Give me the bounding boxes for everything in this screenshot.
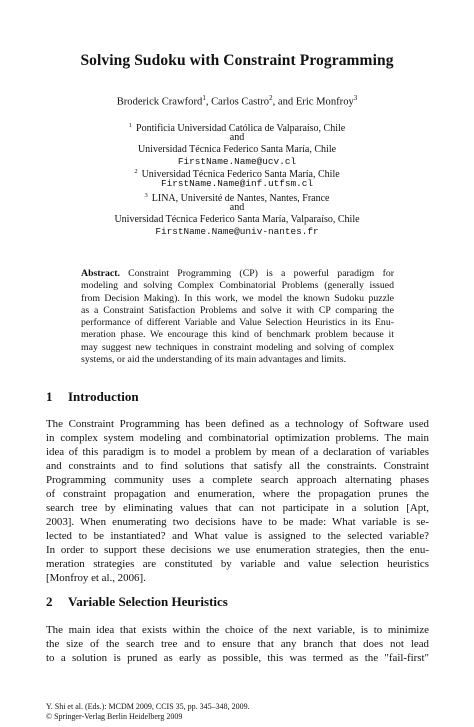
section-heading-introduction <box>46 389 139 405</box>
affiliation-text: and <box>229 202 245 213</box>
section-body-variable-selection <box>46 623 429 665</box>
author-name: Carlos Castro <box>211 96 270 108</box>
body-line: of constraint propagation and enumeration, where the propagation prunes the <box>46 488 429 500</box>
affiliation-email: FirstName.Name@inf.utfsm.cl <box>161 178 313 189</box>
affiliation-text: Pontificia Universidad Católica de Valparaíso, Chile <box>136 123 346 134</box>
abstract-line: meration phase. We encourage this kind of benchmark problem because it <box>81 329 394 341</box>
abstract-line <box>81 268 394 280</box>
body-line: the size of the search tree and to ensure that any branch that does not lead <box>46 638 429 650</box>
body-line: to a solution is pruned as early as possible, this was termed as the "fail-first" <box>46 652 429 664</box>
author-name: Broderick Crawford <box>116 96 203 108</box>
section-number: 2 <box>46 594 53 609</box>
footer-citation: Y. Shi et al. (Eds.): MCDM 2009, CCIS 35, pp. 345–348, 2009. <box>46 702 250 711</box>
abstract-line: may suggest new techniques in constraint modeling and solving of complex <box>81 341 394 353</box>
paper-title: Solving Sudoku with Constraint Programming <box>80 52 394 69</box>
body-line: idea of this paradigm is to model a problem by mean of a declaration of variables <box>46 446 429 458</box>
author-affiliation-marker: 1 <box>202 94 206 102</box>
author-affiliation-marker: 2 <box>269 94 273 102</box>
body-line: meration strategies are constituted by variable and value selection heuristics <box>46 558 429 570</box>
abstract-label: Abstract. <box>81 268 120 279</box>
body-line: search tree by eliminating values that can not participate in a solution [Apt, <box>46 502 429 514</box>
body-line: Programming community uses a complete search approach alternating phases <box>46 474 429 486</box>
section-number: 1 <box>46 389 53 404</box>
author-separator: , <box>205 96 212 108</box>
affiliation-marker: 2 <box>134 168 138 175</box>
body-line: and constraints and to find solutions that satisfy all the constraints. Constraint <box>46 460 429 472</box>
affiliation-email: FirstName.Name@ucv.cl <box>177 156 297 167</box>
abstract-line: systems, or aid the understanding of its main advantages and limits. <box>81 354 347 366</box>
abstract-text: Constraint Programming (CP) is a powerful paradigm for <box>119 268 394 279</box>
affiliation-email: FirstName.Name@univ-nantes.fr <box>155 226 319 237</box>
body-line: The Constraint Programming has been defined as a technology of Software used <box>46 418 429 430</box>
affiliation-text: Universidad Técnica Federico Santa María, Chile <box>137 144 337 155</box>
abstract-line: performance of different Variable and Value Selection Heuristics in its Enu- <box>81 317 394 329</box>
section-heading-variable-selection <box>46 594 228 610</box>
abstract-line: as a Constraint Satisfaction Problems and solve it with CP comparing the <box>81 304 394 316</box>
body-line: The main idea that exists within the choice of the next variable, is to minimize <box>46 624 429 636</box>
section-title: Variable Selection Heuristics <box>68 594 228 609</box>
affiliation-text: LINA, Université de Nantes, Nantes, France <box>151 193 330 204</box>
body-line: [Monfroy et al., 2006]. <box>46 572 146 584</box>
abstract-line: from Decision Making). In this work, we model the known Sudoku puzzle <box>81 292 394 304</box>
section-title: Introduction <box>68 389 139 404</box>
author-list <box>0 94 474 108</box>
author-separator: , and <box>272 96 296 108</box>
body-line: 2003]. When enumerating two decisions have to be made: What variable is se- <box>46 516 429 528</box>
affiliation-text: Universidad Técnica Federico Santa María, Valparaíso, Chile <box>114 214 360 225</box>
body-line: In order to support these decisions we use enumeration strategies, then the enu- <box>46 544 429 556</box>
section-body-introduction <box>46 417 429 585</box>
body-line: lected to be instantiated? and What value is assigned to the selected variable? <box>46 530 429 542</box>
author-name: Eric Monfroy <box>295 96 354 108</box>
affiliation-marker: 3 <box>144 192 148 199</box>
footer-copyright: © Springer-Verlag Berlin Heidelberg 2009 <box>46 712 183 721</box>
abstract-line: modeling and solving Complex Combinatorial Problems (generally issued <box>81 280 394 292</box>
affiliation-text: Universidad Técnica Federico Santa María, Chile <box>141 169 340 180</box>
abstract <box>81 268 394 366</box>
body-line: in complex system modeling and combinatorial optimization problems. The main <box>46 432 429 444</box>
page-footer <box>46 702 250 722</box>
author-affiliation-marker: 3 <box>353 94 358 102</box>
affiliation-marker: 1 <box>128 122 133 129</box>
affiliation-line <box>0 225 474 238</box>
affiliation-text: and <box>229 132 245 143</box>
